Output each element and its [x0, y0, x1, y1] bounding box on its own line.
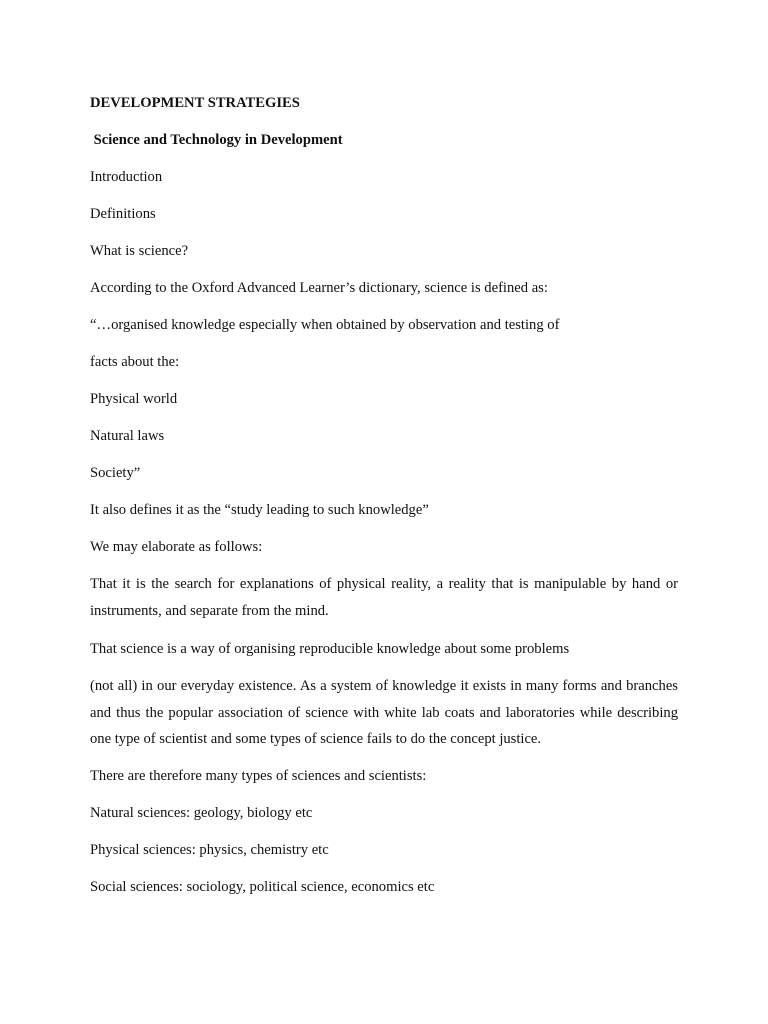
- question-what-is-science: What is science?: [90, 243, 189, 259]
- list-item-physical-world: Physical world: [90, 391, 178, 407]
- also-defines-text: It also defines it as the “study leading to such knowledge”: [90, 502, 429, 518]
- heading-definitions: Definitions: [90, 206, 156, 222]
- oxford-intro-text: According to the Oxford Advanced Learner’s dictionary, science is defined as:: [90, 280, 548, 296]
- many-types-text: There are therefore many types of sciences and scientists:: [90, 768, 427, 784]
- paragraph-search-explanations: That it is the search for explanations of physical reality, a reality that is manipulable by hand or instruments, and separate from the mind.: [90, 576, 678, 619]
- document-subtitle: Science and Technology in Development: [90, 132, 343, 148]
- heading-introduction: Introduction: [90, 169, 163, 185]
- quote-line-2: facts about the:: [90, 354, 180, 370]
- list-item-natural-sciences: Natural sciences: geology, biology etc: [90, 805, 313, 821]
- list-item-physical-sciences: Physical sciences: physics, chemistry etc: [90, 842, 329, 858]
- elaborate-text: We may elaborate as follows:: [90, 539, 263, 555]
- list-item-social-sciences: Social sciences: sociology, political science, economics etc: [90, 879, 435, 895]
- quote-line-1: “…organised knowledge especially when obtained by observation and testing of: [90, 317, 560, 333]
- paragraph-system-knowledge: (not all) in our everyday existence. As a system of knowledge it exists in many forms and branches and thus the popular association of science with white lab coats and laboratories while describing one type of scientist and some types of science fails to do the concept justice.: [90, 678, 678, 747]
- list-item-natural-laws: Natural laws: [90, 428, 165, 444]
- list-item-society: Society”: [90, 465, 141, 481]
- paragraph-way-organising: That science is a way of organising reproducible knowledge about some problems: [90, 641, 570, 657]
- document-title: DEVELOPMENT STRATEGIES: [90, 95, 300, 111]
